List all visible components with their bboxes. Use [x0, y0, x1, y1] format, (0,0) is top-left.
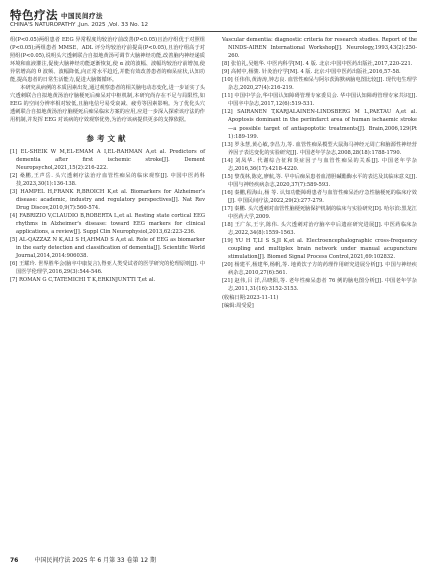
reference-item: [1] EL-SHEIK W M,EL-EMAM A I,EL-RAHMAN A,et al. Predictors of dementia after first ischemic stroke[J]. Dement Neuropsychol,2021,15(2):216-222.	[10, 148, 205, 171]
reference-item: [10] 任伟伟,黄涛涛,钟志良. 血管性痴呆与阿尔茨海默病脑电图比较[J]. 现代电生理学杂志,2020,27(4):216-219.	[222, 77, 417, 92]
journal-section-name: 特色疗法	[10, 8, 58, 22]
header-divider	[10, 31, 417, 32]
body-paragraph-2: 本研究从病例的本质因素出发,通过观察患者的相关脑电动态变化,进一步证实了头穴透刺联合自拟地黄汤治疗脑梗死后痴呆对中枢机制,本研究尚存在不足与局限性,如 EEG 的空间分辨率相对较低,且脑电信号易受衰减、疲劳等因素影响。为了优化头穴透刺联合自拟地黄汤治疗脑梗死后痴呆临床方案的应用,应进一步深入探索该疗法的作用机制,并发挥 EEG 对该病的疗效观察优势,为治疗该病提供更多的支撑依据。	[10, 85, 205, 124]
reference-item: [12] SAIRANEN T,KARJALAINEN-LINDSBERG M L,PAETAU A,et al. Apoptosis dominant in the periinfarct area of human ischaemic stroke—a possible target of antiapoptotic treatments[J]. Brain,2006,129(Pt 1):189-199.	[222, 109, 417, 140]
right-column	[222, 36, 417, 310]
left-column	[10, 36, 205, 284]
journal-section-title	[10, 7, 103, 23]
reference-item: Vascular dementia: diagnostic criteria for research studies. Report of the NINDS-AIREN International Workshop[J]. Neurology,1993,43(2):250-260.	[222, 37, 417, 60]
body-paragraph-1: 组(P<0.05)两组患者 EEG 异常程度均较治疗前改善(P<0.05)且治疗组优于对照组(P<0.05);两组患者 MMSE、ADL 评分均较治疗前提高(P<0.05),且治疗组高于对照组(P<0.05),说明头穴透刺联合自拟地黄汤可调节大脑神经功能,改善脑内神经递质环境和血液灌注,促使大脑神经功能逐渐恢复,使 α 波的波幅、波幅均较治疗前增加,使异常增高的 θ 波频、波幅降低,向正常水平趋近,并能有效改善患者的痴呆症状,认知功能,提高患者的日常生活能力,促进大脑微循环。	[10, 37, 205, 84]
journal-name-cn: 中国民间疗法	[61, 12, 103, 20]
received-date: (收稿日期:2023-11-11)	[222, 294, 279, 301]
reference-item: [7] ROMAN G C,TATEMICHI T K,ERKINJUNTTI T,et al.	[10, 277, 156, 284]
footer-journal-issue: 中国民间疗法 2025 年 6 月第 33 卷第 12 期	[34, 557, 156, 564]
reference-item: [18] 王广东,王宇,陈伟. 头穴透刺对治疗脑卒中后遗症研究进展[J]. 中医药临床杂志,2022,34(8):1559-1563.	[222, 222, 417, 237]
reference-item: [19] YU H T,LI S S,JI K,et al. Electroencephalographic cross-frequency coupling and multiplex brain network under manual acupuncture stimulation[J]. Biomed Signal Process Control,2021,69:102832.	[222, 238, 417, 261]
reference-item: [3] HAMPEL H,FRANK R,BROICH K,et al. Biomarkers for Alzheimer's disease: academic, industry and regulatory perspectives[J]. Nat Rev Drug Discov,2010,9(7):560-574.	[10, 188, 205, 211]
reference-item: [5] AL-QAZZAZ N K,ALI S H,AHMAD S A,et al. Role of EEG as biomarker in the early detection and classification of dementia[J]. Scientific World Journal,2014,2014:906038.	[10, 237, 205, 260]
reference-item: [16] 秦鹏,程海山,杨 等. 认知功能障碍患者与血管性痴呆治疗急性脑梗死的临床疗效[J]. 中国民间疗法,2022,29(2):277-279.	[222, 189, 417, 204]
reference-item: [4] FABRIZIO V,CLAUDIO B,ROBERTA L,et al. Resting state cortical EEG rhythms in Alzheimer's disease: toward EEG markers for clinical applications, a review[J]. Suppl Clin Neurophysiol,2013,62:223-236.	[10, 212, 205, 236]
reference-item: [9] 高树中,杨骏. 针灸治疗学[M]. 4 版. 北京:中国中医药出版社,2016,57-58.	[222, 69, 401, 76]
reference-item: [21] 赵伟,吕 洋,吕晓阳,等. 老年性痴呆患者 76 例的脑电图分析[J]. 中国老年学杂志,2011,31(16):3152-3153.	[222, 278, 417, 293]
editor-note: [编辑:周受爱]	[222, 302, 254, 309]
journal-issue-line: CHINA'S NATUROPATHY ,Jun. 2025 ,Vol. 33 No. 12	[10, 22, 149, 28]
reference-item: [17] 秦鹏. 头穴透刺对血管性脑梗死脑保护机制的临床与实验研究[D]. 哈尔滨:黑龙江中医药大学,2009.	[222, 205, 417, 221]
reference-item: [20] 杨建平,杨建华,杨帆,等. 地黄饮子方的药理作用研究进展分析[J]. 中国与神经疾病杂志,2010,27(6):561.	[222, 262, 417, 277]
reference-item: [2] 桑鹏,王声岳. 头穴透刺疗法治疗血管性痴呆的临床观察[J]. 中国中医药科技,2023,30(1):136-138.	[10, 172, 205, 187]
reference-item: [14] 刘凤华. 代谢综合征和炎症因子与血管性痴呆的关系[J]. 中国老年学杂志,2016,36(17):4218-4220.	[222, 157, 417, 172]
page-number: 76	[10, 557, 19, 564]
reference-item: [8] 张伯礼,吴勉华. 中医内科学[M]. 4 版. 北京:中国中医药出版社,2017,220-221.	[222, 61, 413, 68]
reference-item: [6] 王耀玲. 世界胜华会(脑卒中康复言),脊亚人类受试者的医学研究的伦理原则[J]. 中国医学伦理学,2016,29(3):544-546.	[10, 261, 205, 276]
reference-item: [15] 黎茂林,陈克,廖航,等. 早中后痴呆患者血清胆碱酯酶水平的表达及其临床意义[J]. 中国与神经疾病杂志,2020,37(7):589-593.	[222, 173, 417, 188]
page-footer	[10, 555, 417, 564]
references-heading: 参考文献	[86, 133, 129, 143]
reference-item: [11] 中国中学会,华中国认知障碍管理专家委员会. 华中国认知障碍管理专家共识[J]. 中国卒中杂志,2017,12(6):519-531.	[222, 93, 417, 108]
reference-item: [13] 罗永慧,黄心敏,李昌力,等. 血管性痴呆模型大鼠海马神经元周亡和脑源性神经营养因子表达变化的实验研究[J]. 中国老年学杂志,2008,28(18):1788-1790.	[222, 141, 417, 156]
